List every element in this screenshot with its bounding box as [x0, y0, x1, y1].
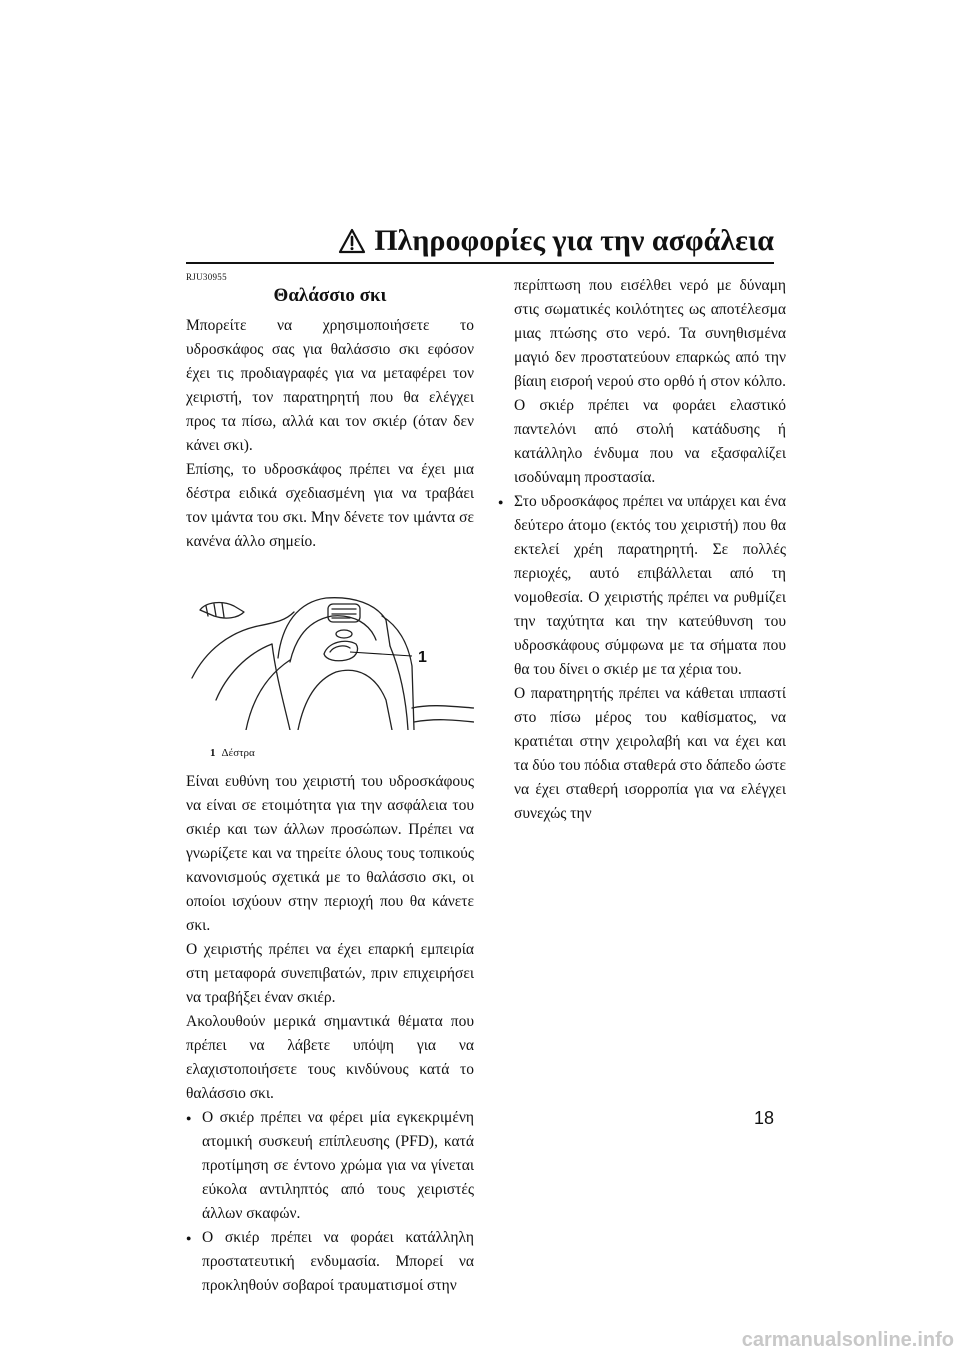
intro-paragraph-1: Μπορείτε να χρησιμοποιήσετε το υδροσκάφος σας για θαλάσσιο σκι εφόσον έχει τις προδιαγραφές για να μεταφέρει τον χειριστή, τον παρατηρητή που θα ελέγχει προς τα πίσω, αλλά και τον σκιέρ (όταν δεν κάνει σκι). — [186, 317, 474, 454]
figure-callout-1: 1 — [418, 649, 427, 666]
bullet-item: ● Ο σκιέρ πρέπει να φοράει κατάλληλη προστατευτική ενδυμασία. Μπορεί να προκληθούν σοβαροί τραυματισμοί στην — [186, 1226, 474, 1298]
bullet-item: ● Ο σκιέρ πρέπει να φέρει μία εγκεκριμένη ατομική συσκευή επίπλευσης (PFD), κατά προτίμηση σε έντονο χρώμα για να γίνεται εύκολα αντιληπτός από τους χειριστές άλλων σκαφών. — [186, 1106, 474, 1226]
safety-bullet-list-left — [186, 1106, 474, 1298]
figure-caption — [210, 746, 474, 760]
bullet-item: ● Στο υδροσκάφος πρέπει να υπάρχει και ένα δεύτερο άτομο (εκτός του χειριστή) που θα εκτελεί χρέη παρατηρητή. Σε πολλές περιοχές, αυτό επιβάλλεται από τη νομοθεσία. Ο χειριστής πρέπει να ρυθμίζει την ταχύτητα και την κατεύθυνση του υδροσκάφους σύμφωνα με τα σήματα που θα του δίνει ο σκιέρ με τα χέρια του. — [498, 490, 786, 682]
body-paragraph-1: Είναι ευθύνη του χειριστή του υδροσκάφους να είναι σε ετοιμότητα για την ασφάλεια του σκιέρ και των άλλων προσώπων. Πρέπει να γνωρίζετε και να τηρείτε όλους τους τοπικούς κανονισμούς σχετικά με το θαλάσσιο σκι, οι οποίοι ισχύουν στην περιοχή που θα κάνετε σκι. — [186, 773, 474, 934]
warning-triangle-icon — [338, 228, 366, 254]
page-number: 18 — [753, 1108, 774, 1128]
page-header — [186, 222, 774, 264]
section-title: Θαλάσσιο σκι — [273, 285, 387, 306]
site-watermark: carmanualsonline.info — [741, 1329, 954, 1351]
continuation-paragraph: περίπτωση που εισέλθει νερό με δύναμη στις σωματικές κοιλότητες ως αποτέλεσμα μιας πτώσης στο νερό. Τα συνηθισμένα μαγιό δεν προστατεύουν επαρκώς από την βίαιη εισροή νερού στο ορθό ή στον κόλπο. Ο σκιέρ πρέπει να φοράει ελαστικό παντελόνι από στολή κατάδυσης ή κατάλληλο ένδυμα που να εξασφαλίζει ισοδύναμη προστασία. — [514, 277, 786, 486]
intro-paragraph-2: Επίσης, το υδροσκάφος πρέπει να έχει μια δέστρα ειδικά σχεδιασμένη για να τραβάει τον ιμάντα του σκι. Μην δένετε τον ιμάντα σε κανένα άλλο σημείο. — [186, 461, 474, 550]
body-paragraph-2: Ο χειριστής πρέπει να έχει επαρκή εμπειρία στη μεταφορά συνεπιβατών, πριν επιχειρήσει να τραβήξει έναν σκιέρ. — [186, 941, 474, 1006]
body-paragraph-3: Ακολουθούν μερικά σημαντικά θέματα που πρέπει να λάβετε υπόψη για να ελαχιστοποιήσετε τους κινδύνους κατά το θαλάσσιο σκι. — [186, 1013, 474, 1102]
right-column — [498, 274, 786, 826]
watercraft-rear-illustration — [186, 580, 474, 730]
section-code: RJU30955 — [186, 272, 227, 282]
safety-bullet-list-right — [498, 490, 786, 682]
header-title: Πληροφορίες για την ασφάλεια — [374, 224, 774, 257]
header-title-wrap — [338, 222, 774, 260]
tow-hook-figure — [186, 580, 474, 730]
left-column — [186, 272, 474, 1298]
caption-text: Δέστρα — [221, 747, 255, 759]
caption-number: 1 — [210, 747, 216, 759]
observer-paragraph: Ο παρατηρητής πρέπει να κάθεται ιππαστί στο πίσω μέρος του καθίσματος, να κρατιέται στην χειρολαβή και να έχει και τα δύο του πόδια σταθερά στο δάπεδο ώστε να έχει σταθερή ισορροπία για να ελέγχει συνεχώς την — [514, 685, 786, 822]
